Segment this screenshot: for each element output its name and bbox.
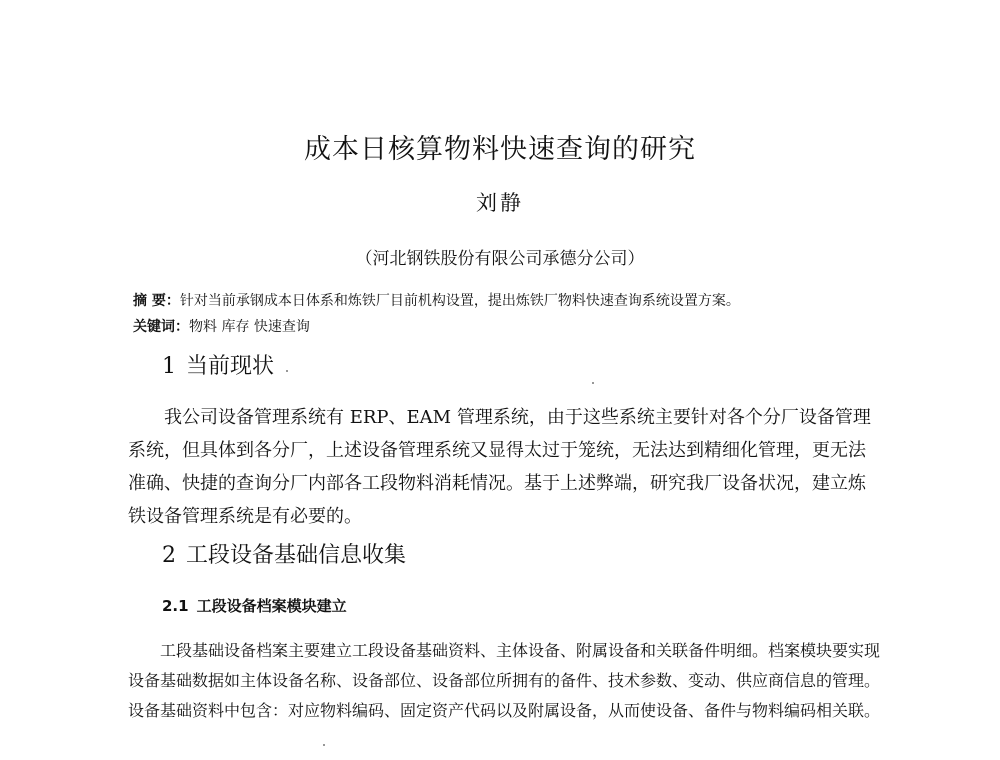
keywords-text: 物料 库存 快速查询 xyxy=(189,319,310,335)
section-title: 当前现状 xyxy=(186,354,275,379)
section-heading-1 xyxy=(162,351,274,383)
section-title: 工段设备基础信息收集 xyxy=(186,543,407,568)
abstract-label: 摘 要： xyxy=(133,293,180,309)
section-heading-2 xyxy=(162,540,406,572)
section-1-paragraph: 我公司设备管理系统有 ERP、EAM 管理系统，由于这些系统主要针对各个分厂设备管理系统，但具体到各分厂，上述设备管理系统又显得太过于笼统，无法达到精细化管理，更无法准确、快捷的查询分厂内部各工段物料消耗情况。基于上述弊端，研究我厂设备状况，建立炼铁设备管理系统是有必要的。 xyxy=(128,407,871,527)
keywords-label: 关键词： xyxy=(133,319,189,335)
keywords xyxy=(133,316,310,338)
author-affiliation: （河北钢铁股份有限公司承德分公司） xyxy=(355,249,645,269)
scan-speck xyxy=(323,744,325,746)
section-number: 2 xyxy=(162,543,176,568)
subsection-2-1-paragraph: 工段基础设备档案主要建立工段设备基础资料、主体设备、附属设备和关联备件明细。档案模块要实现设备基础数据如主体设备名称、设备部位、设备部位所拥有的备件、技术参数、变动、供应商信息的管理。设备基础资料中包含：对应物料编码、固定资产代码以及附属设备，从而使设备、备件与物料编码相关联。 xyxy=(128,641,881,720)
abstract xyxy=(133,290,740,312)
section-number: 1 xyxy=(162,354,176,379)
scan-speck xyxy=(286,370,288,372)
paper-title: 成本日核算物料快速查询的研究 xyxy=(304,134,696,165)
author-name: 刘静 xyxy=(476,191,524,215)
scan-speck xyxy=(592,382,594,384)
subsection-number: 2.1 xyxy=(162,597,189,615)
subsection-heading-2-1 xyxy=(162,594,347,618)
abstract-text: 针对当前承钢成本日体系和炼铁厂目前机构设置，提出炼铁厂物料快速查询系统设置方案。 xyxy=(179,293,740,309)
subsection-title: 工段设备档案模块建立 xyxy=(196,597,347,615)
